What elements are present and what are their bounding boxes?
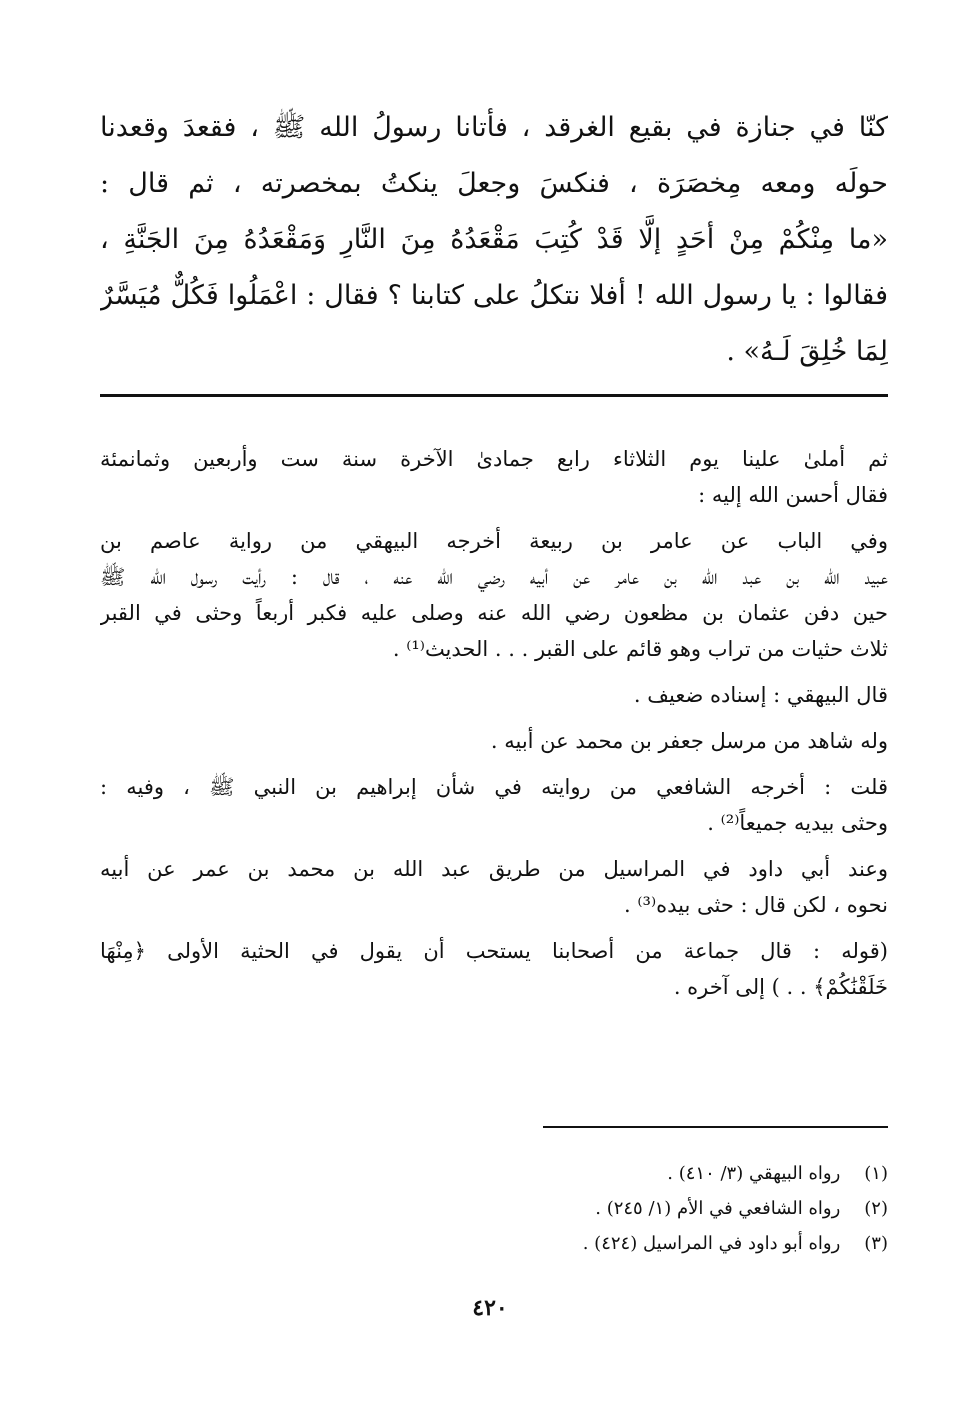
footnote-text: رواه الشافعي في الأم (١/ ٢٤٥) .	[595, 1198, 841, 1219]
hadith-line: «ما مِنْكُمْ مِنْ أحَدٍ إلَّا قَدْ كُتِبَ مَقْعَدُهُ مِنَ النَّارِ وَمَقْعَدُهُ مِنَ الجَنَّةِ ،	[100, 224, 888, 255]
text-line: ثم أملىٰ علينا يوم الثلاثاء رابع جمادىٰ الآخرة سنة ست وأربعين وثمانمئة	[100, 447, 888, 471]
paragraph-bayhaqi	[100, 677, 888, 713]
text-line: فقال أحسن الله إليه :	[698, 483, 888, 507]
footnote-divider	[543, 1126, 888, 1128]
paragraph-abu-dawud	[100, 851, 888, 923]
page-number: ٤٢٠	[472, 1295, 508, 1321]
page-body	[100, 100, 888, 1015]
text-line: قلت : أخرجه الشافعي من روايته في شأن إبراهيم بن النبي ﷺ ، وفيه :	[100, 775, 888, 799]
text-line: عبيد الله بن عبد الله بن عامر عن أبيه رضي الله عنه ، قال : رأيت رسول الله ﷺ	[100, 565, 888, 589]
footnote-text: رواه البيهقي (٣/ ٤١٠) .	[667, 1163, 841, 1184]
footnote	[188, 1226, 888, 1261]
hadith-line: لِمَا خُلِقَ لَـهُ» .	[726, 336, 888, 367]
footnotes	[188, 1156, 888, 1261]
paragraph-quote	[100, 933, 888, 1005]
text-line: نحوه ، لكن قال : حثى بيده⁽³⁾ .	[624, 893, 888, 917]
section-divider	[100, 394, 888, 397]
text-line: ثلاث حثيات من تراب وهو قائم على القبر . . . الحديث⁽¹⁾ .	[392, 637, 888, 661]
text-line: (قوله : قال جماعة من أصحابنا يستحب أن يقول في الحثية الأولى ﴿مِنْهَا	[100, 939, 888, 963]
text-line: خَلَقْنَٰكُمْ﴾ . . ) إلى آخره .	[673, 975, 888, 999]
paragraph-shafii	[100, 769, 888, 841]
text-line: وفي الباب عن عامر بن ربيعة أخرجه البيهقي من رواية عاصم بن	[100, 529, 888, 553]
hadith-block	[100, 100, 888, 380]
text-line: وعند أبي داود في المراسيل من طريق عبد الله بن محمد بن عمر عن أبيه	[100, 857, 888, 881]
footnote	[188, 1156, 888, 1191]
text-line: وله شاهد من مرسل جعفر بن محمد عن أبيه .	[490, 729, 888, 753]
footnote-text: رواه أبو داود في المراسيل (٤٢٤) .	[582, 1233, 841, 1254]
dictation-intro	[100, 441, 888, 513]
footnote	[188, 1191, 888, 1226]
hadith-line: حولَه ومعه مِخصَرَة ، فنكسَ وجعلَ ينكتُ بمخصرته ، ثم قال :	[100, 168, 888, 199]
paragraph-witness	[100, 723, 888, 759]
footnote-number: (٣)	[864, 1233, 888, 1254]
footnote-number: (٢)	[864, 1198, 888, 1219]
text-line: قال البيهقي : إسناده ضعيف .	[633, 683, 888, 707]
text-line: حين دفن عثمان بن مظعون رضي الله عنه وصلى عليه فكبر أربعاً وحثى في القبر	[100, 601, 888, 625]
paragraph-amir	[100, 523, 888, 667]
hadith-line: فقالوا : يا رسول الله ! أفلا نتكلُ على كتابنا ؟ فقال : اعْمَلُوا فَكُلٌّ مُيَسَّرٌ	[100, 280, 888, 311]
text-line: وحثى بيديه جميعاً⁽²⁾ .	[707, 811, 888, 835]
body-text	[100, 441, 888, 1005]
footnote-number: (١)	[864, 1163, 888, 1184]
hadith-line: كنّا في جنازة في بقيع الغرقد ، فأتانا رسولُ الله ﷺ ، فقعدَ وقعدنا	[100, 112, 888, 143]
